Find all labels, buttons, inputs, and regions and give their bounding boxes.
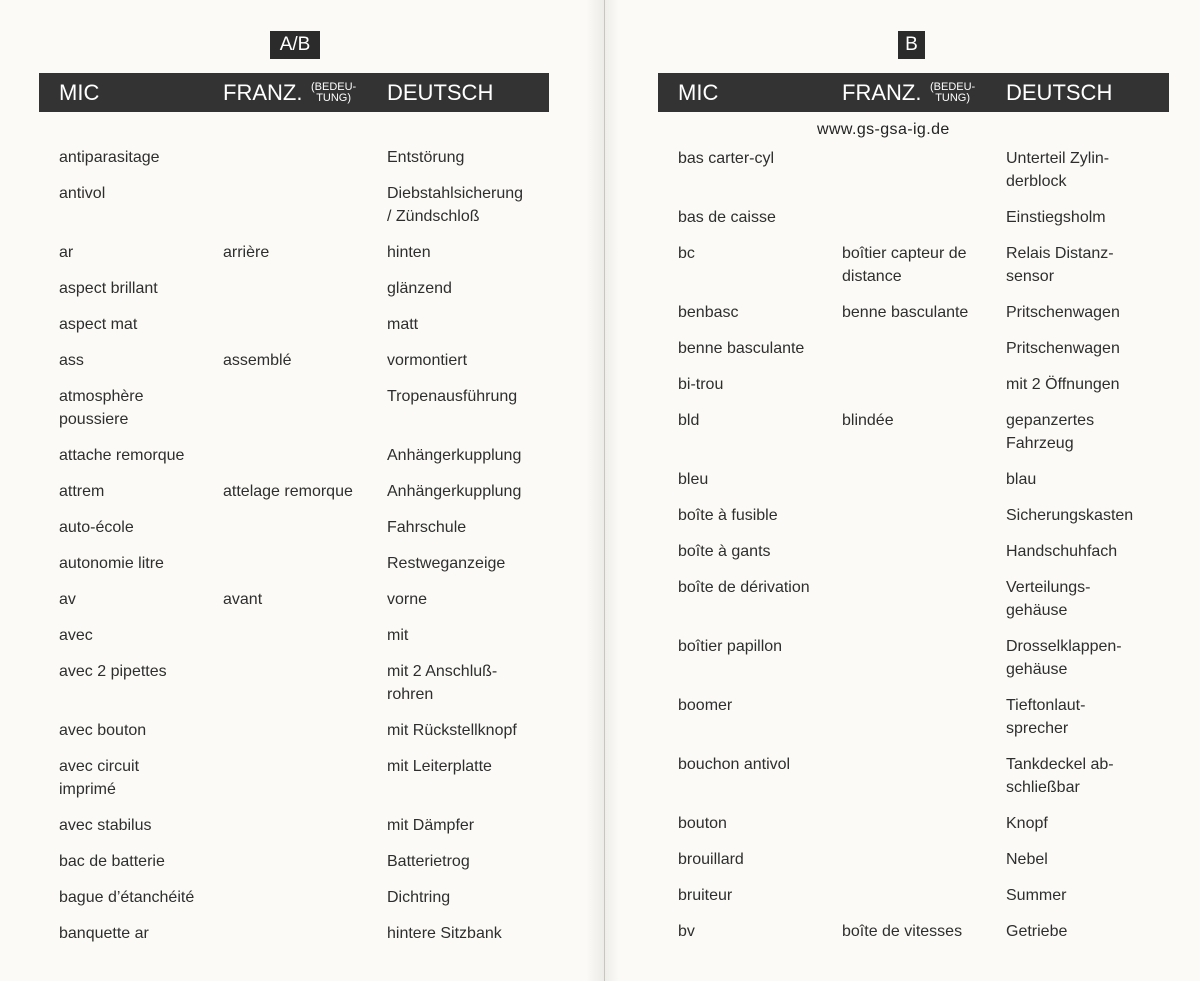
entry-mic-line: bi-trou <box>678 376 724 393</box>
header-bedeutung-line: TUNG) <box>935 92 971 104</box>
entry-mic <box>678 920 838 943</box>
entry-mic-line: boîte à gants <box>678 543 771 560</box>
entry-franz-line: avant <box>223 591 263 608</box>
header-bedeutung-line: (BEDEU- <box>930 81 976 93</box>
entry-deutsch-line: Drosselklappen- <box>1006 638 1122 655</box>
entry-deutsch <box>387 146 547 169</box>
entry-deutsch <box>387 444 547 467</box>
header-bedeutung-line: TUNG) <box>316 92 352 104</box>
entry-deutsch-line: derblock <box>1006 173 1067 190</box>
entry-deutsch-line: Diebstahlsicherung <box>387 185 524 202</box>
header-franz: FRANZ. <box>223 80 303 105</box>
entry-mic-line: bac de batterie <box>59 853 165 870</box>
entry-mic-line: bc <box>678 245 695 262</box>
entry-mic <box>59 516 219 539</box>
entry-mic <box>59 182 219 205</box>
header-bedeutung <box>930 82 975 104</box>
entry-mic-line: bas de caisse <box>678 209 776 226</box>
entry-deutsch-line: gehäuse <box>1006 602 1068 619</box>
entry-deutsch-line: Batterietrog <box>387 853 470 870</box>
entry-deutsch-line: Anhängerkupplung <box>387 483 522 500</box>
entry-mic-line: antiparasitage <box>59 149 160 166</box>
entry-deutsch <box>1006 812 1166 835</box>
entry-mic <box>678 848 838 871</box>
entry-mic-line: atmosphère <box>59 388 144 405</box>
header-deutsch: DEUTSCH <box>1006 80 1113 105</box>
entry-deutsch <box>387 886 547 909</box>
entry-deutsch-line: mit Leiterplatte <box>387 758 492 775</box>
entry-deutsch <box>1006 504 1166 527</box>
entry-mic <box>678 694 838 717</box>
entry-deutsch-line: sensor <box>1006 268 1055 285</box>
entry-mic-line: avec bouton <box>59 722 147 739</box>
entry-mic <box>59 755 219 801</box>
entry-mic-line: aspect mat <box>59 316 138 333</box>
entry-deutsch-line: Verteilungs- <box>1006 579 1091 596</box>
entry-deutsch <box>387 241 547 264</box>
entry-deutsch-line: Knopf <box>1006 815 1048 832</box>
entry-mic <box>678 147 838 170</box>
entry-deutsch-line: Getriebe <box>1006 923 1068 940</box>
entry-mic-line: bruiteur <box>678 887 733 904</box>
entry-deutsch <box>387 349 547 372</box>
entry-deutsch-line: glänzend <box>387 280 452 297</box>
entry-deutsch <box>1006 301 1166 324</box>
entry-deutsch <box>387 552 547 575</box>
entry-mic <box>678 540 838 563</box>
entry-deutsch-line: sprecher <box>1006 720 1069 737</box>
entry-mic-line: bv <box>678 923 695 940</box>
entry-deutsch-line: / Zündschloß <box>387 208 480 225</box>
entry-deutsch <box>1006 373 1166 396</box>
entry-deutsch-line: Tankdeckel ab- <box>1006 756 1114 773</box>
entry-mic-line: avec <box>59 627 93 644</box>
entry-deutsch <box>387 588 547 611</box>
entry-deutsch <box>387 480 547 503</box>
entry-mic-line: boomer <box>678 697 733 714</box>
entry-deutsch-line: mit Rückstellknopf <box>387 722 517 739</box>
entry-mic-line: bld <box>678 412 700 429</box>
entry-mic <box>59 552 219 575</box>
entry-deutsch-line: mit <box>387 627 409 644</box>
entry-mic <box>678 242 838 265</box>
entry-deutsch <box>387 755 547 778</box>
entry-mic <box>678 337 838 360</box>
entry-franz-line: boîte de vitesses <box>842 923 963 940</box>
entry-mic <box>59 660 219 683</box>
entry-franz <box>842 301 1002 324</box>
entry-deutsch-line: hinten <box>387 244 431 261</box>
entry-mic <box>678 635 838 658</box>
entry-mic <box>678 409 838 432</box>
entry-mic-line: avec circuit <box>59 758 140 775</box>
entry-deutsch-line: gehäuse <box>1006 661 1068 678</box>
entry-mic <box>678 206 838 229</box>
entry-deutsch <box>387 922 547 945</box>
entry-deutsch <box>1006 242 1166 288</box>
entry-deutsch-line: vorne <box>387 591 428 608</box>
entry-deutsch-line: Tieftonlaut- <box>1006 697 1086 714</box>
entry-mic-line: bas carter-cyl <box>678 150 775 167</box>
entry-mic-line: avec 2 pipettes <box>59 663 167 680</box>
entry-mic <box>59 277 219 300</box>
entry-deutsch <box>387 277 547 300</box>
entry-mic-line: avec stabilus <box>59 817 152 834</box>
entry-mic <box>59 385 219 431</box>
entry-deutsch <box>1006 206 1166 229</box>
entry-mic <box>59 588 219 611</box>
entry-deutsch-line: mit 2 Öffnungen <box>1006 376 1120 393</box>
entry-franz-line: distance <box>842 268 902 285</box>
entry-deutsch <box>1006 337 1166 360</box>
right-page <box>605 0 1200 981</box>
entry-mic <box>678 373 838 396</box>
entry-deutsch-line: Fahrzeug <box>1006 435 1074 452</box>
entry-mic-line: antivol <box>59 185 106 202</box>
entry-deutsch <box>1006 576 1166 622</box>
entry-deutsch <box>387 719 547 742</box>
entry-deutsch-line: Restweganzeige <box>387 555 506 572</box>
entry-deutsch-line: Handschuhfach <box>1006 543 1118 560</box>
entry-mic <box>678 884 838 907</box>
entry-deutsch <box>1006 635 1166 681</box>
entry-mic-line: aspect brillant <box>59 280 158 297</box>
header-mic: MIC <box>59 80 100 105</box>
entry-deutsch <box>387 850 547 873</box>
entry-deutsch-line: gepanzertes <box>1006 412 1095 429</box>
website-url: www.gs-gsa-ig.de <box>817 121 950 138</box>
entry-mic <box>678 812 838 835</box>
entry-franz-line: benne basculante <box>842 304 969 321</box>
entry-franz <box>842 920 1002 943</box>
entry-deutsch-line: rohren <box>387 686 434 703</box>
entry-deutsch-line: mit 2 Anschluß- <box>387 663 498 680</box>
entry-franz-line: arrière <box>223 244 270 261</box>
entry-deutsch <box>387 516 547 539</box>
entry-mic-line: boîte à fusible <box>678 507 778 524</box>
entry-mic <box>59 444 219 467</box>
entry-franz <box>223 588 383 611</box>
entry-deutsch-line: matt <box>387 316 419 333</box>
entry-deutsch-line: Tropenausführung <box>387 388 518 405</box>
entry-mic-line: bouton <box>678 815 727 832</box>
entry-deutsch <box>1006 694 1166 740</box>
entry-deutsch-line: Anhängerkupplung <box>387 447 522 464</box>
entry-mic <box>59 313 219 336</box>
entry-deutsch-line: Dichtring <box>387 889 451 906</box>
column-header-bar <box>39 73 549 112</box>
entry-mic-line: ass <box>59 352 84 369</box>
entry-deutsch-line: Unterteil Zylin- <box>1006 150 1110 167</box>
entry-deutsch <box>1006 540 1166 563</box>
entry-deutsch-line: Pritschenwagen <box>1006 304 1120 321</box>
entry-franz <box>842 242 1002 288</box>
entry-franz-line: boîtier capteur de <box>842 245 967 262</box>
entry-mic <box>678 504 838 527</box>
entry-mic-line: imprimé <box>59 781 116 798</box>
header-bedeutung <box>311 82 356 104</box>
entry-mic <box>59 814 219 837</box>
entry-franz <box>842 409 1002 432</box>
entry-mic-line: bague d’étanchéité <box>59 889 195 906</box>
entry-deutsch <box>1006 884 1166 907</box>
entry-deutsch-line: schließbar <box>1006 779 1080 796</box>
entry-mic <box>678 753 838 776</box>
entry-franz <box>223 480 383 503</box>
entry-deutsch <box>387 182 547 228</box>
entry-deutsch <box>1006 848 1166 871</box>
entry-mic-line: auto-école <box>59 519 134 536</box>
entry-mic <box>59 349 219 372</box>
entry-deutsch-line: Entstörung <box>387 149 465 166</box>
entry-mic-line: boîte de dérivation <box>678 579 810 596</box>
entry-mic <box>59 624 219 647</box>
entry-mic-line: bouchon antivol <box>678 756 791 773</box>
entry-deutsch <box>1006 468 1166 491</box>
entry-deutsch-line: mit Dämpfer <box>387 817 475 834</box>
entry-franz-line: blindée <box>842 412 894 429</box>
entry-deutsch <box>387 814 547 837</box>
entry-mic-line: bleu <box>678 471 709 488</box>
header-franz: FRANZ. <box>842 80 922 105</box>
entry-mic <box>678 301 838 324</box>
entry-mic <box>678 468 838 491</box>
section-letter: B <box>898 31 925 59</box>
entry-mic <box>678 576 838 599</box>
entry-deutsch-line: vormontiert <box>387 352 468 369</box>
entry-deutsch-line: Nebel <box>1006 851 1048 868</box>
entry-franz-line: assemblé <box>223 352 292 369</box>
entry-mic-line: attache remorque <box>59 447 185 464</box>
entry-mic-line: attrem <box>59 483 105 500</box>
entry-mic-line: poussiere <box>59 411 129 428</box>
entry-deutsch <box>1006 920 1166 943</box>
entry-mic-line: banquette ar <box>59 925 149 942</box>
entry-deutsch-line: Fahrschule <box>387 519 467 536</box>
entry-mic <box>59 480 219 503</box>
entry-mic <box>59 922 219 945</box>
entry-deutsch-line: Relais Distanz- <box>1006 245 1114 262</box>
entry-mic <box>59 146 219 169</box>
header-deutsch: DEUTSCH <box>387 80 494 105</box>
entry-deutsch-line: Einstiegsholm <box>1006 209 1106 226</box>
entry-deutsch <box>387 313 547 336</box>
entry-deutsch-line: Summer <box>1006 887 1067 904</box>
entry-deutsch <box>1006 409 1166 455</box>
entry-mic-line: ar <box>59 244 74 261</box>
entry-deutsch-line: Sicherungskasten <box>1006 507 1134 524</box>
entry-mic-line: brouillard <box>678 851 744 868</box>
entry-deutsch-line: hintere Sitzbank <box>387 925 502 942</box>
entry-deutsch <box>387 385 547 408</box>
header-mic: MIC <box>678 80 719 105</box>
entry-deutsch <box>1006 147 1166 193</box>
entry-mic-line: benne basculante <box>678 340 805 357</box>
column-header-bar <box>658 73 1169 112</box>
entry-deutsch <box>387 660 547 706</box>
entry-deutsch-line: Pritschenwagen <box>1006 340 1120 357</box>
section-letter: A/B <box>270 31 320 59</box>
entry-deutsch-line: blau <box>1006 471 1037 488</box>
entry-mic <box>59 850 219 873</box>
header-bedeutung-line: (BEDEU- <box>311 81 357 93</box>
entry-mic <box>59 719 219 742</box>
entry-franz-line: attelage remorque <box>223 483 353 500</box>
entry-mic-line: av <box>59 591 76 608</box>
entry-mic <box>59 886 219 909</box>
entry-mic-line: boîtier papillon <box>678 638 783 655</box>
entry-mic-line: autonomie litre <box>59 555 164 572</box>
entry-franz <box>223 349 383 372</box>
entry-mic-line: benbasc <box>678 304 739 321</box>
entry-franz <box>223 241 383 264</box>
entry-deutsch <box>1006 753 1166 799</box>
entry-mic <box>59 241 219 264</box>
entry-deutsch <box>387 624 547 647</box>
